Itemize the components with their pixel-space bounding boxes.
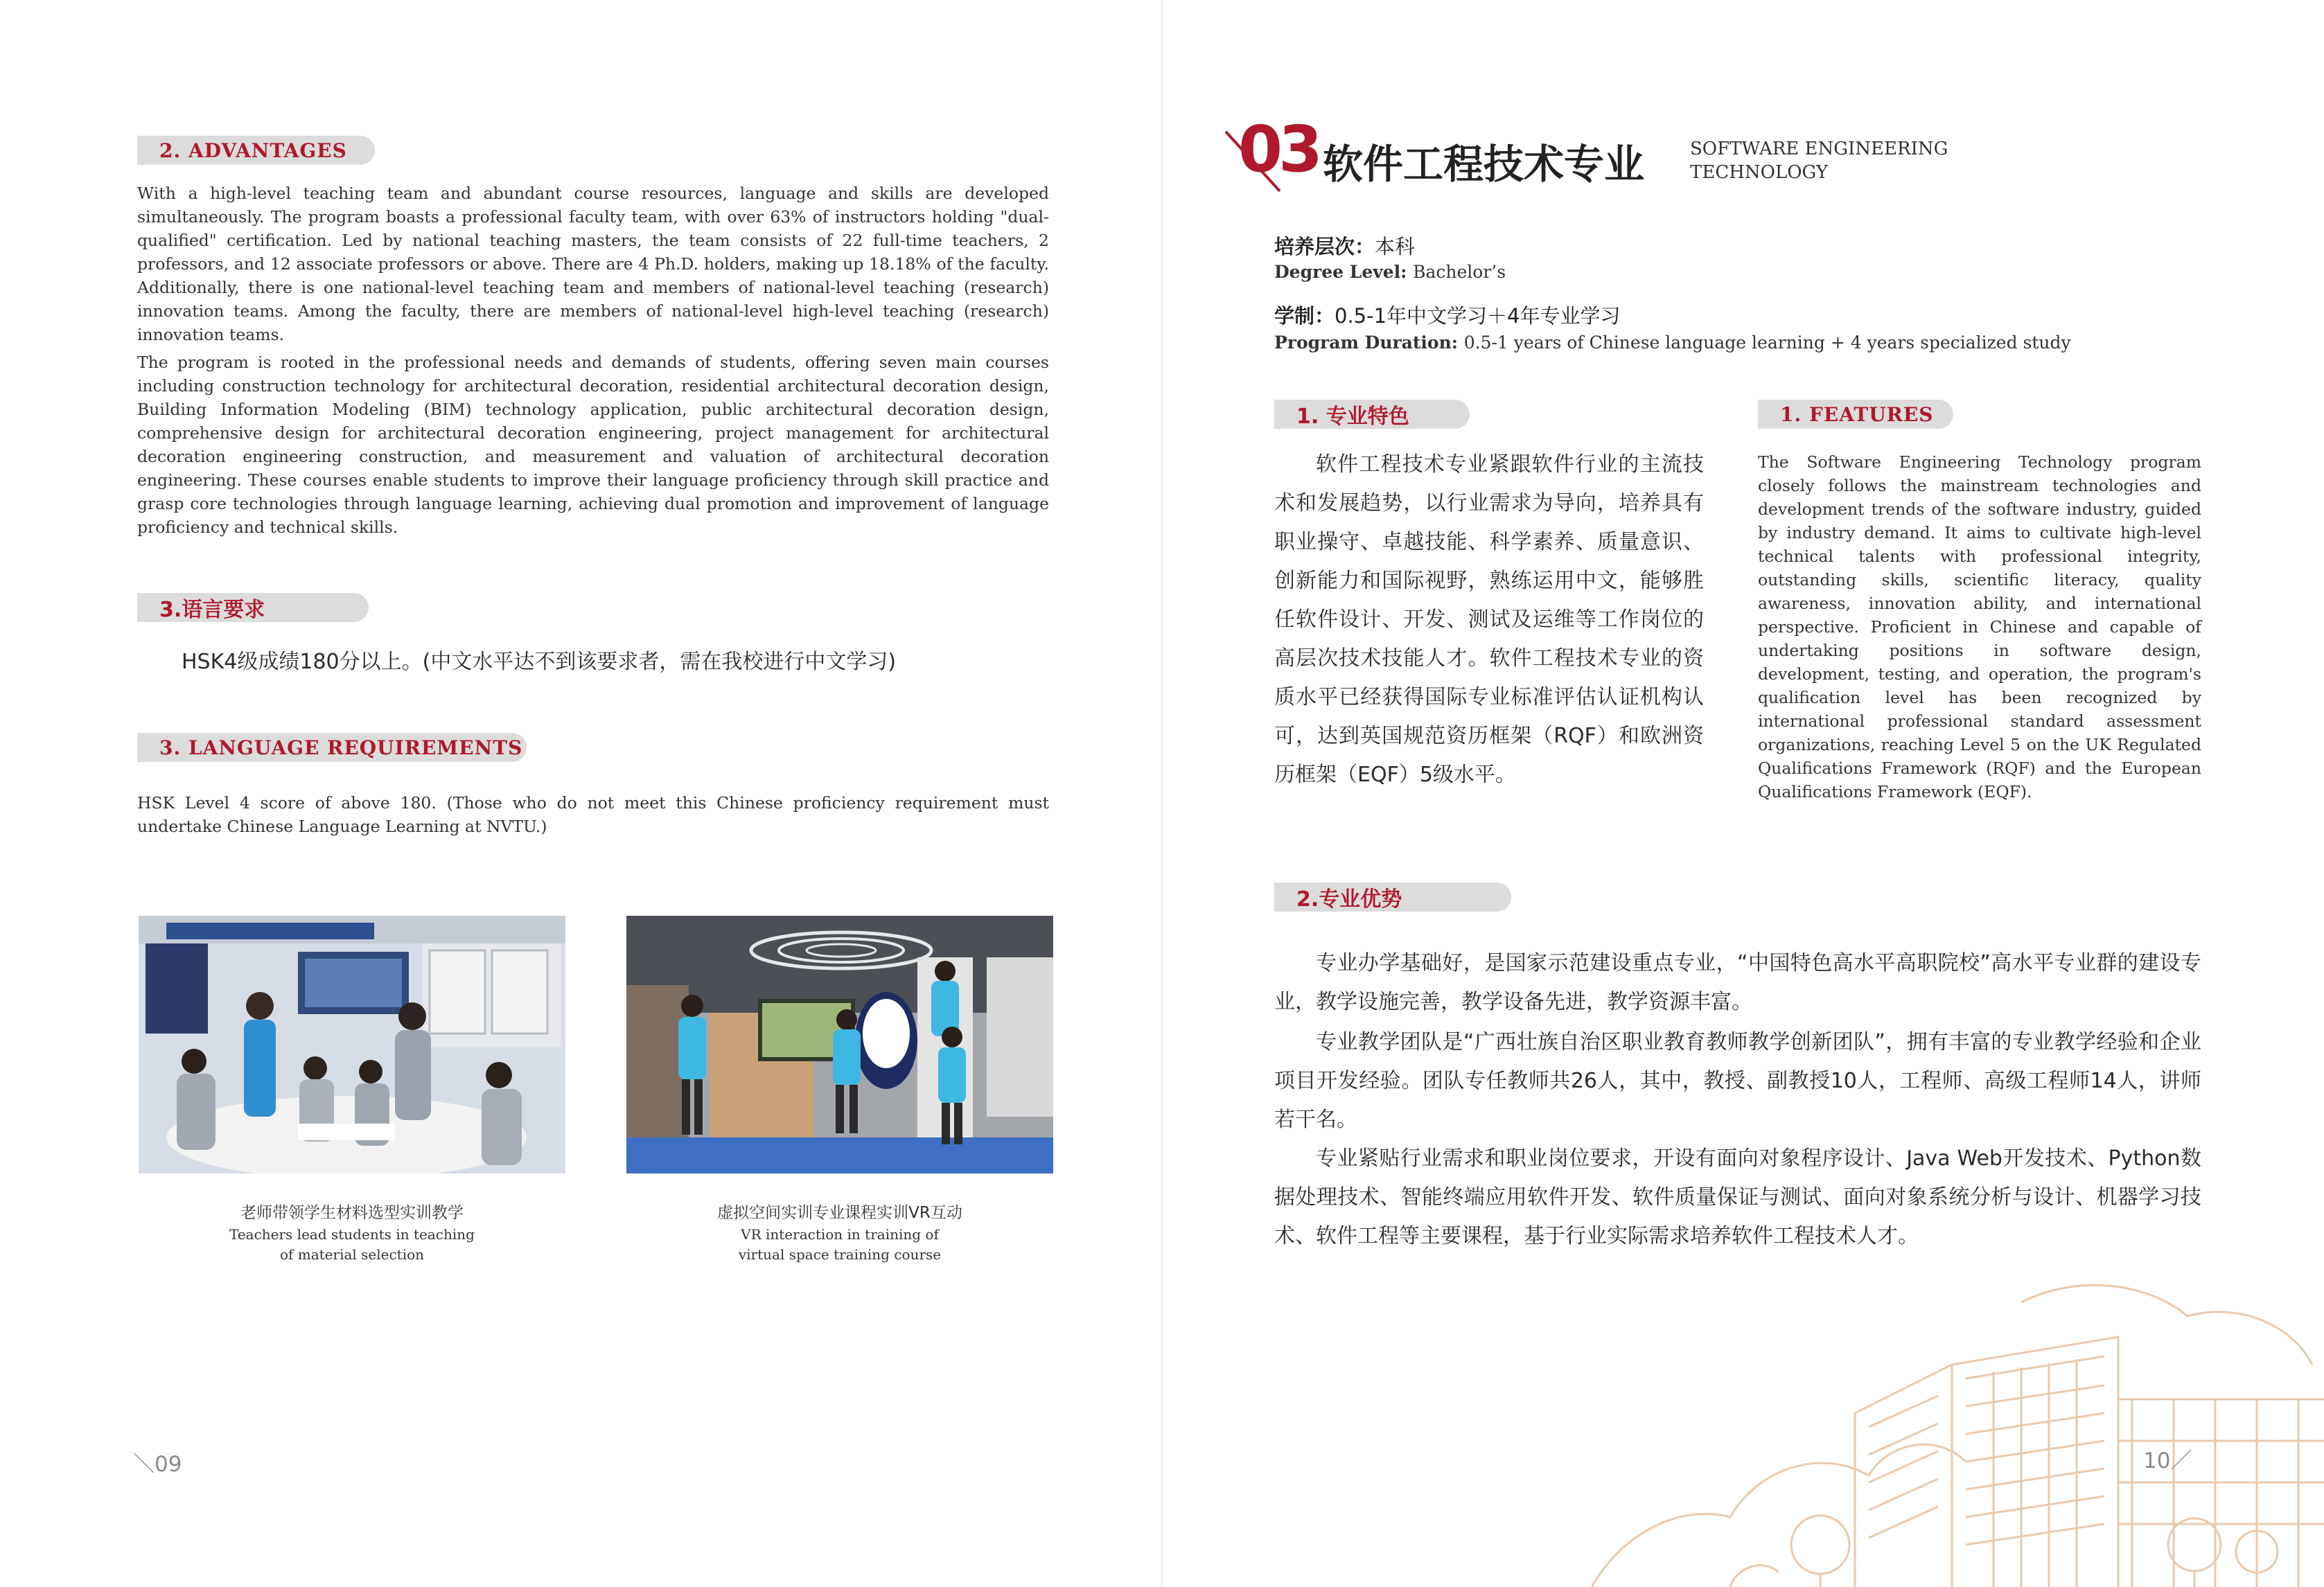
- advantages-paragraph-3-zh: 专业紧贴行业需求和职业岗位要求，开设有面向对象程序设计、Java Web开发技术、Python数据处理技术、智能终端应用软件开发、软件质量保证与测试、面向对象系统分析与设计、机器学习技术、软件工程等主要课程，基于行业实际需求培养软件工程技术人才。: [1274, 1146, 2201, 1248]
- page-number-slash-left: ＼: [133, 1452, 155, 1477]
- photo-vr-interaction-training: [626, 916, 1053, 1173]
- photo-material-selection-training: [139, 916, 565, 1173]
- degree-level-en: [1274, 262, 1506, 282]
- language-requirements-text-en: HSK Level 4 score of above 180. (Those who do not meet this Chinese proficiency requirement must undertake Chinese Language Learning at NVTU.): [137, 793, 1049, 836]
- photo-1-caption-zh: 老师带领学生材料选型实训教学: [240, 1204, 464, 1222]
- advantages-paragraph-2: The program is rooted in the professional needs and demands of students, offering seven main courses including construction technology for architectural decoration, residential architectural decoration design, Building Information Modeling (BIM) technology application, public architectural decoration design, comprehensive design for architectural decoration engineering, project management for architectural decoration engineering construction, and measurement and valuation of architectural decoration engineering. These courses enable students to improve their language proficiency through skill practice and grasp core technologies through language learning, achieving dual promotion and improvement of language proficiency and technical skills.: [137, 353, 1049, 537]
- features-text-zh: 软件工程技术专业紧跟软件行业的主流技术和发展趋势，以行业需求为导向，培养具有职业操守、卓越技能、科学素养、质量意识、创新能力和国际视野，熟练运用中文，能够胜任软件设计、开发、测试及运维等工作岗位的高层次技术技能人才。软件工程技术专业的资质水平已经获得国际专业标准评估认证机构认可，达到英国规范资历框架（RQF）和欧洲资历框架（EQF）5级水平。: [1274, 452, 1704, 787]
- advantages-paragraph-2-zh: 专业教学团队是“广西壮族自治区职业教育教师教学创新团队”，拥有丰富的专业教学经验和企业项目开发经验。团队专任教师共26人，其中，教授、副教授10人，工程师、高级工程师14人，讲师若干名。: [1274, 1030, 2201, 1132]
- photo-2-caption-en-line1: VR interaction in training of: [741, 1226, 939, 1243]
- program-title-en: [1690, 137, 1948, 184]
- language-requirements-heading-en: 3. LANGUAGE REQUIREMENTS: [137, 733, 527, 762]
- photo-1-caption-en-line2: of material selection: [279, 1246, 425, 1263]
- photo-1-caption-en-line1: Teachers lead students in teaching: [229, 1226, 475, 1243]
- duration-label-en: Program Duration:: [1274, 333, 1464, 353]
- program-title-zh: 软件工程技术专业: [1323, 141, 1645, 188]
- features-text-en: The Software Engineering Technology program closely follows the mainstream technologies and development trends of the software industry, guided by industry demand. It aims to cultivate high-level technical talents with professional integrity, outstanding skills, scientific literacy, quality awareness, innovation ability, and international perspective. Proficient in Chinese and capable of undertaking positions in software design, development, testing, and operation, the program's qualification level has been recognized by international professional standard assessment organizations, reaching Level 5 on the UK Regulated Qualifications Framework (RQF) and the European Qualifications Framework (EQF).: [1758, 452, 2201, 801]
- degree-level-label-en: Degree Level:: [1274, 262, 1414, 282]
- degree-level-value-en: Bachelor’s: [1413, 262, 1506, 282]
- advantages-paragraph-1: With a high-level teaching team and abundant course resources, language and skills are developed simultaneously. The program boasts a professional faculty team, with over 63% of instructors holding "dual-qualified" certification. Led by national teaching masters, the team consists of 22 full-time teachers, 2 professors, and 12 associate professors or above. There are 4 Ph.D. holders, making up 18.18% of the faculty. Additionally, there is one national-level teaching team and members of national-level teaching (research) innovation teams. Among the faculty, there are members of national-level high-level teaching (research) innovation teams.: [137, 184, 1049, 344]
- page-number-slash-right: ／: [2170, 1448, 2192, 1473]
- features-heading-zh: 1. 专业特色: [1274, 400, 1470, 429]
- campus-line-art-illustration: [1592, 1275, 2324, 1587]
- duration-label-zh: 学制：: [1274, 304, 1335, 328]
- advantages-heading-zh: 2.专业优势: [1274, 883, 1511, 912]
- program-title-en-line2: TECHNOLOGY: [1690, 162, 1829, 183]
- advantages-paragraph-1-zh: 专业办学基础好，是国家示范建设重点专业，“中国特色高水平高职院校”高水平专业群的建设专业，教学设施完善，教学设备先进，教学资源丰富。: [1274, 951, 2201, 1014]
- photo-2-caption-zh: 虚拟空间实训专业课程实训VR互动: [717, 1204, 962, 1222]
- duration-en: [1274, 333, 2071, 353]
- duration-value-zh: 0.5-1年中文学习＋4年专业学习: [1335, 304, 1621, 328]
- page-number-left: ＼09: [133, 1452, 182, 1477]
- features-heading-en: 1. FEATURES: [1758, 400, 1953, 429]
- language-requirements-heading-zh: 3.语言要求: [137, 593, 369, 622]
- page-number-right: 10／: [2143, 1448, 2192, 1473]
- program-title-en-line1: SOFTWARE ENGINEERING: [1690, 139, 1948, 159]
- degree-level-label-zh: 培养层次：: [1274, 235, 1375, 258]
- photo-2-caption-en-line2: virtual space training course: [738, 1246, 942, 1263]
- section-number: 03: [1224, 116, 1314, 193]
- duration-zh: [1274, 301, 1621, 329]
- right-page: [1162, 0, 2324, 1587]
- degree-level-zh: [1274, 231, 1415, 260]
- language-requirements-text-zh: HSK4级成绩180分以上。(中文水平达不到该要求者，需在我校进行中文学习): [182, 650, 897, 674]
- duration-value-en: 0.5-1 years of Chinese language learning + 4 years specialized study: [1463, 333, 2071, 353]
- degree-level-value-zh: 本科: [1375, 235, 1416, 258]
- advantages-heading: 2. ADVANTAGES: [137, 136, 375, 165]
